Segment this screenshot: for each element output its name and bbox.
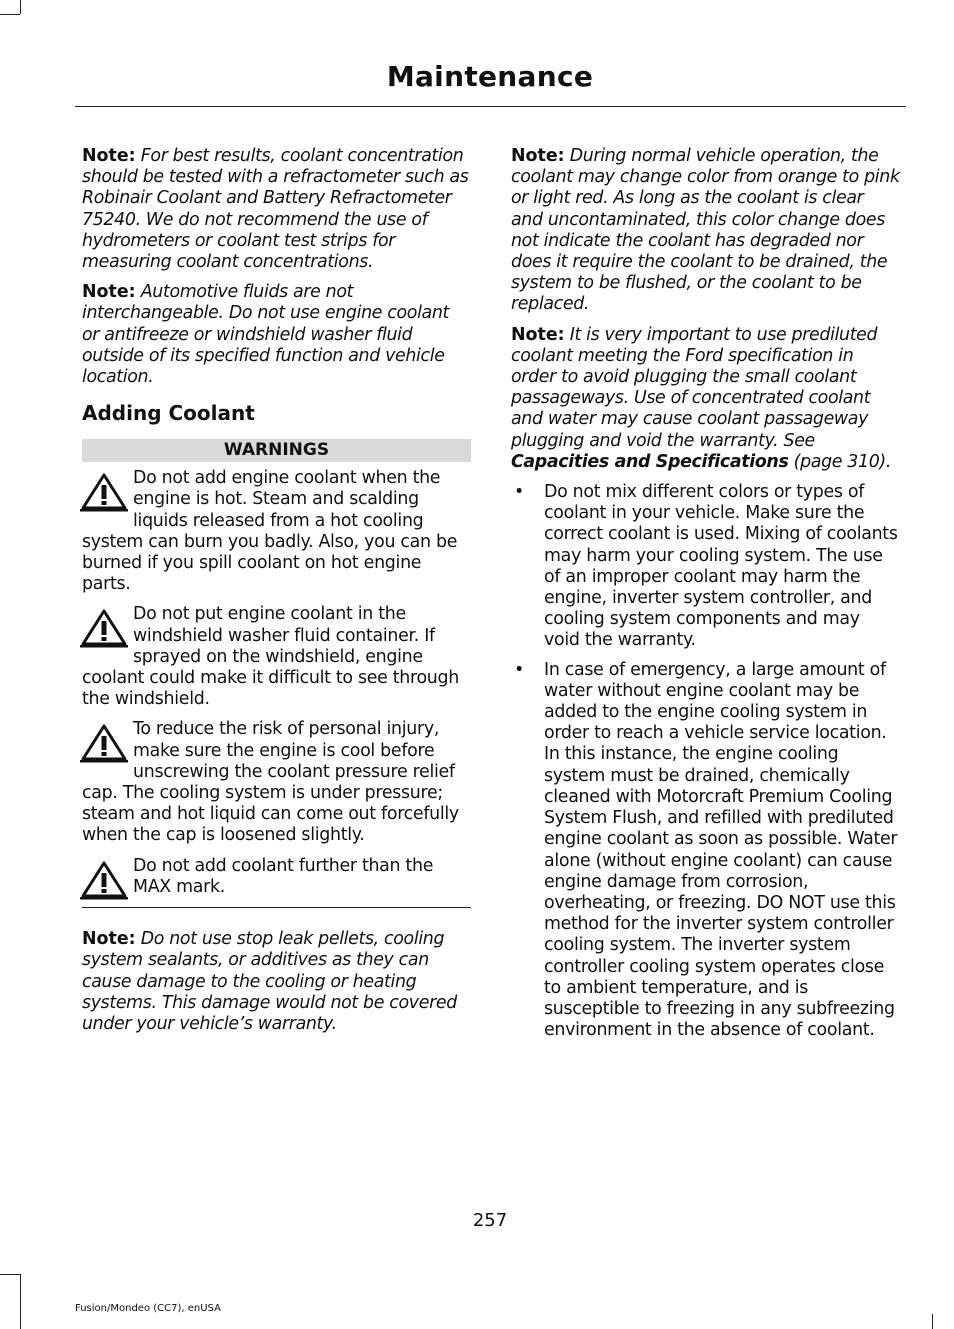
warning-triangle-icon: [80, 471, 130, 513]
warning-text: Do not put engine coolant in the windshield washer fluid container. If sprayed on the windshield, engine coolant could make it difficult to see through the windshield.: [82, 604, 459, 710]
page-reference: (page 310).: [788, 451, 892, 472]
footer-text: Fusion/Mondeo (CC7), enUSA: [75, 1303, 221, 1314]
crop-mark: [20, 0, 21, 14]
crop-mark: [0, 1274, 20, 1275]
right-column: [511, 146, 900, 1049]
note-text: For best results, coolant concentration should be tested with a refractometer such as Robinair Coolant and Battery Refractometer 75240. We do not recommend the use of hydrometers or coolant test strips for measuring coolant concentrations.: [82, 146, 469, 273]
warnings-end-rule: [82, 907, 471, 908]
bullet-marker: •: [514, 482, 524, 503]
note-label: Note:: [82, 146, 136, 166]
list-item-text: Do not mix different colors or types of coolant in your vehicle. Make sure the correct coolant is used. Mixing of coolants may harm your cooling system. The use of an improper coolant may harm the engine, inverter system controller, and cooling system components and may void the warranty.: [544, 482, 898, 651]
note-text: Automotive fluids are not interchangeable. Do not use engine coolant or antifreeze or windshield washer fluid outside of its specified function and vehicle location.: [82, 282, 449, 388]
bullet-list: [511, 482, 900, 1041]
note-fluids: [82, 282, 471, 388]
warning-item: [82, 719, 471, 846]
warnings-header: WARNINGS: [82, 439, 471, 462]
crop-mark: [20, 1274, 21, 1329]
warning-triangle-icon: [80, 607, 130, 649]
note-stop-leak: [82, 929, 471, 1035]
note-label: Note:: [511, 324, 565, 345]
warning-item: [82, 468, 471, 595]
page-title: Maintenance: [386, 60, 594, 93]
note-refractometer: [82, 146, 471, 273]
warning-item: [82, 856, 471, 898]
list-item: [511, 660, 900, 1042]
crop-mark: [932, 1314, 933, 1329]
note-text: Do not use stop leak pellets, cooling system sealants, or additives as they can cause damage to the cooling or heating systems. This damage would not be covered under your vehicle’s warranty.: [82, 929, 457, 1034]
title-rule: [75, 106, 906, 107]
warning-text: Do not add coolant further than the MAX mark.: [133, 855, 434, 897]
note-prediluted: [511, 325, 900, 473]
list-item: [511, 482, 900, 652]
note-label: Note:: [511, 146, 565, 166]
page-number: 257: [472, 1210, 508, 1231]
bullet-marker: •: [514, 659, 524, 680]
note-text: It is very important to use prediluted coolant meeting the Ford specification in order to avoid plugging the small coolant passageways. Use of concentrated coolant and water may cause coolant passageway plugging and void the warranty. See: [511, 324, 878, 451]
list-item-text: In case of emergency, a large amount of water without engine coolant may be added to the engine cooling system in order to reach a vehicle service location. In this instance, the engine cooling system must be drained, chemically cleaned with Motorcraft Premium Cooling System Flush, and refilled with prediluted engine coolant as soon as possible. Water alone (without engine coolant) can cause engine damage from corrosion, overheating, or freezing. DO NOT use this method for the inverter system controller cooling system. The inverter system controller cooling system operates close to ambient temperature, and is susceptible to freezing in any subfreezing environment in the absence of coolant.: [544, 659, 898, 1041]
warning-triangle-icon: [80, 722, 130, 764]
warning-text: To reduce the risk of personal injury, make sure the engine is cool before unscrewing the coolant pressure relief cap. The cooling system is under pressure; steam and hot liquid can come out forcefully when the cap is loosened slightly.: [82, 719, 459, 846]
note-color-change: [511, 146, 900, 316]
note-text: During normal vehicle operation, the coolant may change color from orange to pink or light red. As long as the coolant is clear and uncontaminated, this color change does not indicate the coolant has degraded nor does it require the coolant to be drained, the system to be flushed, or the coolant to be replaced.: [511, 146, 900, 315]
note-label: Note:: [82, 282, 136, 303]
cross-reference-link[interactable]: Capacities and Specifications: [511, 451, 789, 472]
warning-text: Do not add engine coolant when the engine is hot. Steam and scalding liquids released from a hot cooling system can burn you badly. Also, you can be burned if you spill coolant on hot engine parts.: [82, 468, 458, 595]
left-column: [82, 146, 471, 1044]
warning-triangle-icon: [80, 859, 130, 901]
section-heading: Adding Coolant: [82, 401, 255, 426]
warning-item: [82, 604, 471, 710]
crop-mark: [0, 14, 20, 15]
note-label: Note:: [82, 929, 136, 950]
